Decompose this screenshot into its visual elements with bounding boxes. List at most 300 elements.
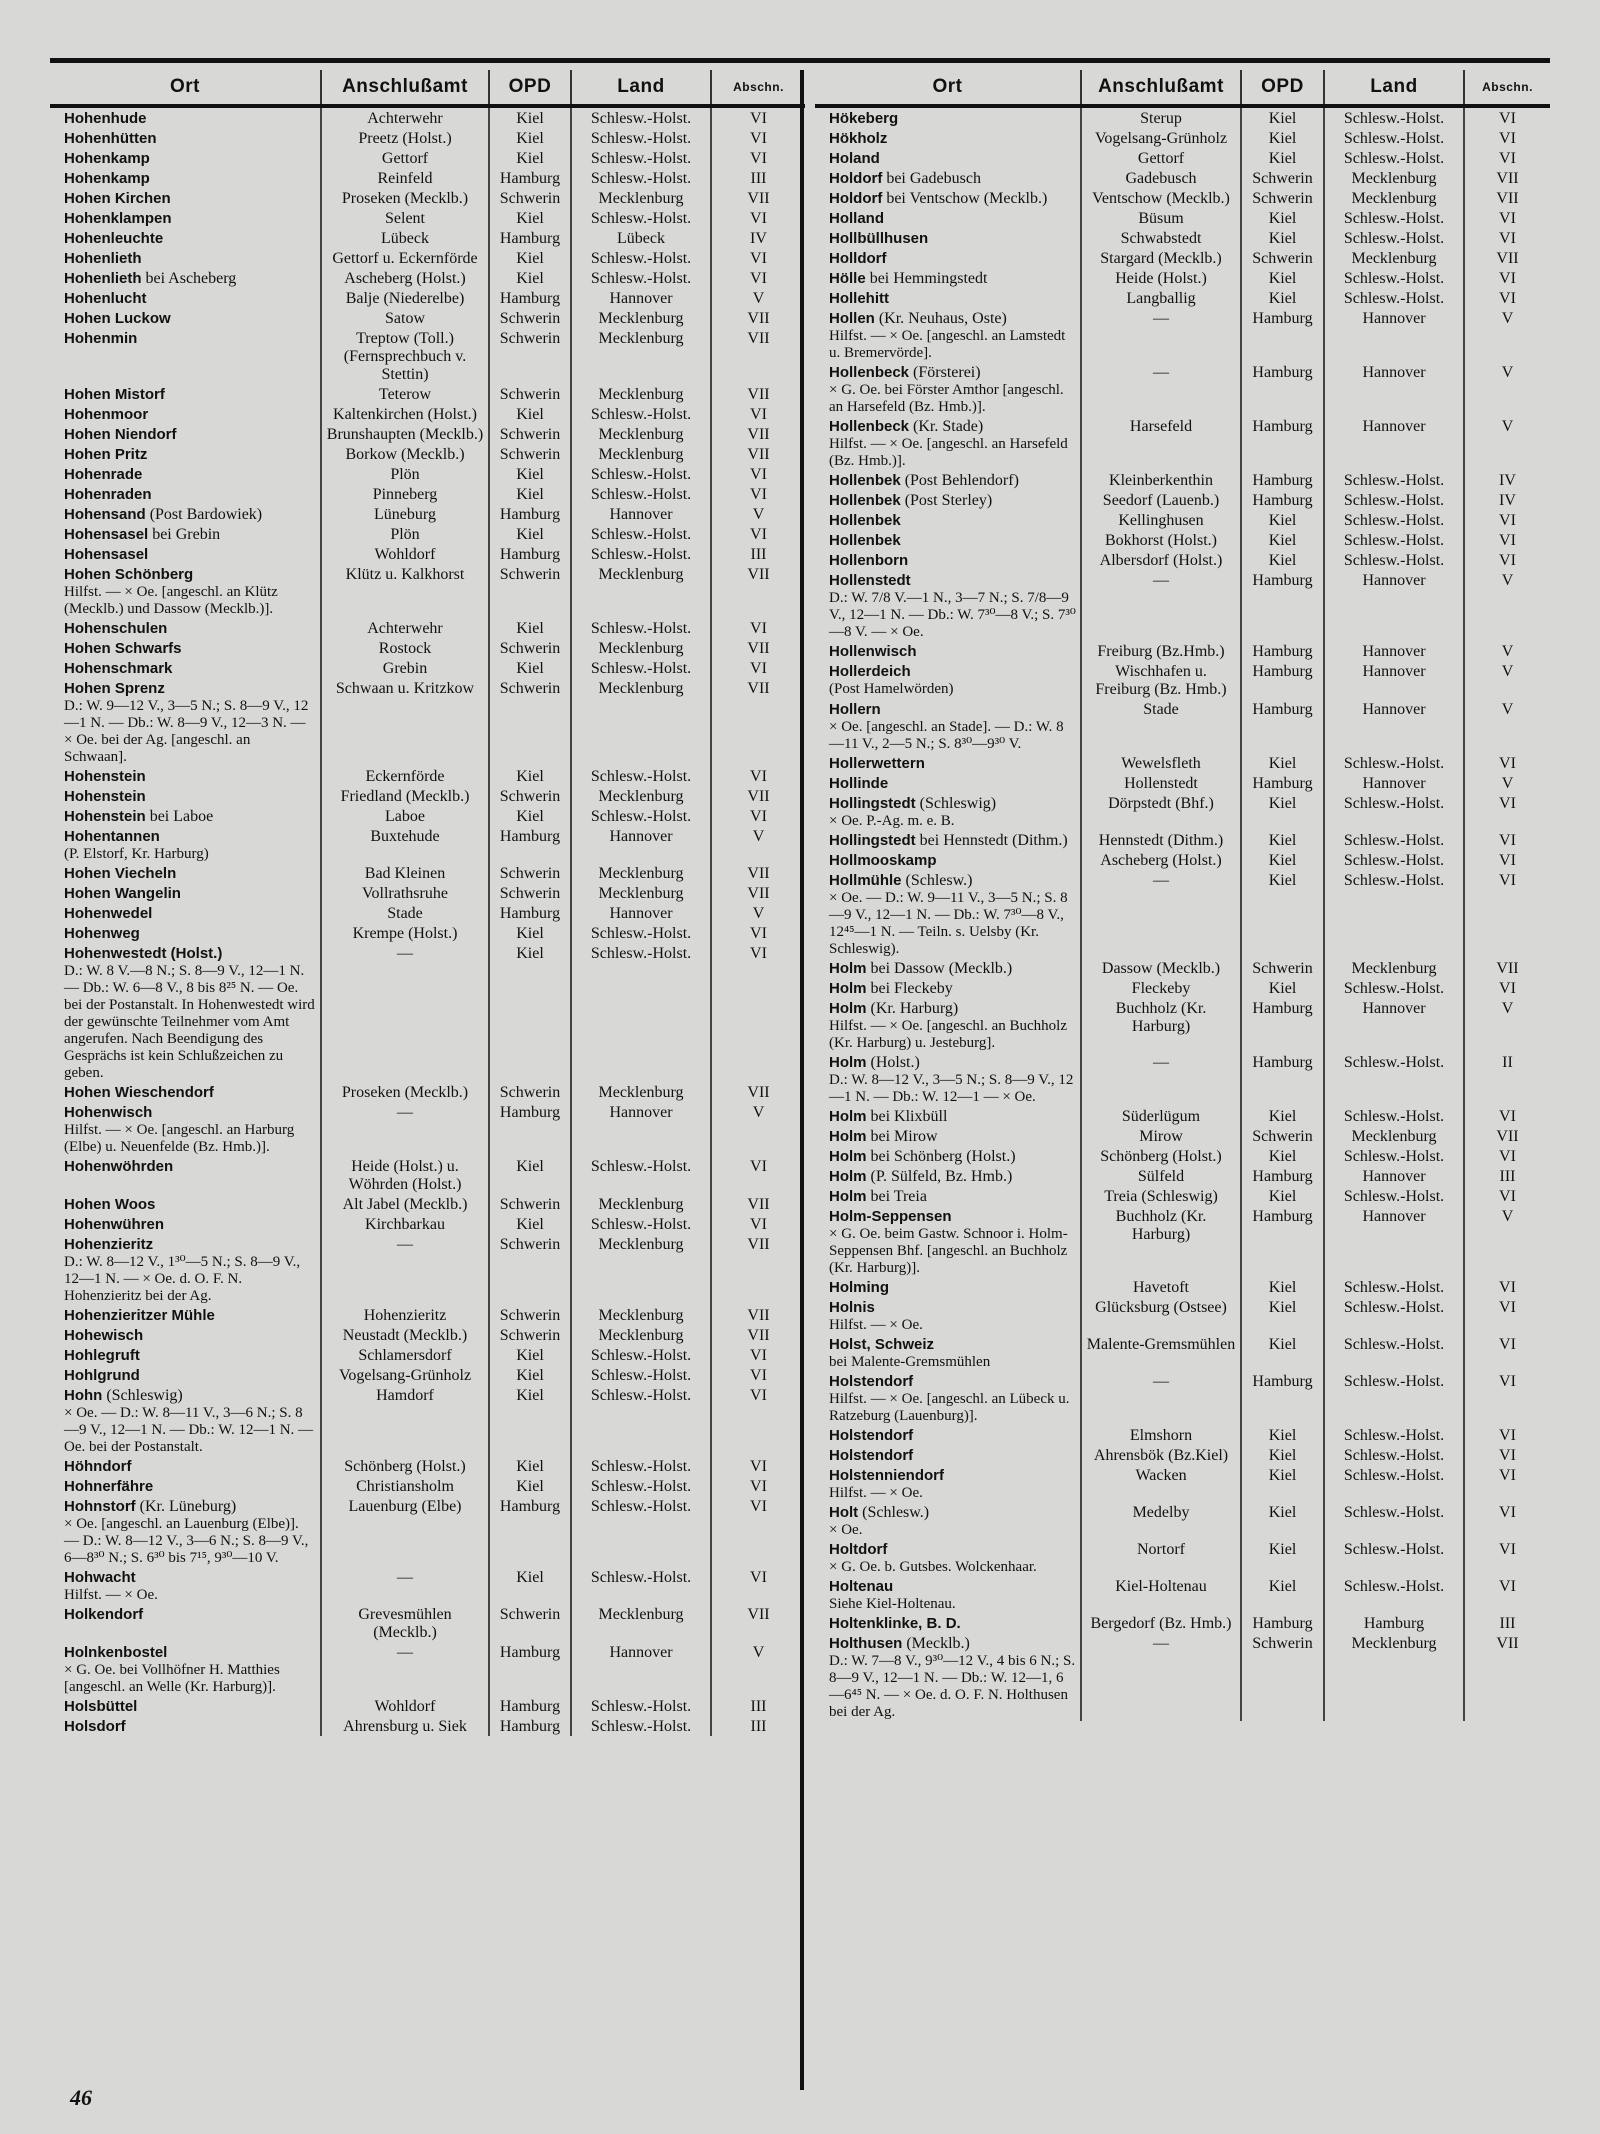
section-cell: VII — [747, 1307, 770, 1324]
opd-cell: Schwerin — [489, 1604, 571, 1642]
exchange-cell: — — [1081, 1633, 1241, 1721]
exchange-cell: Harsefeld — [1081, 416, 1241, 470]
opd-cell: Kiel — [489, 128, 571, 148]
place-suffix: (P. Sülfeld, Bz. Hmb.) — [866, 1168, 1013, 1185]
land-cell: Mecklenburg — [1324, 188, 1464, 208]
land-cell: Schlesw.-Holst. — [571, 128, 711, 148]
place-name: Hökholz — [829, 130, 888, 147]
table-row — [50, 1642, 805, 1696]
place-suffix: (Schlesw.) — [858, 1504, 930, 1521]
place-cell — [50, 1456, 321, 1476]
land-cell: Hannover — [571, 1102, 711, 1156]
place-name: Holdorf — [829, 170, 883, 187]
opd-cell: Schwerin — [489, 863, 571, 883]
exchange-cell: Dassow (Mecklb.) — [1081, 958, 1241, 978]
opd-cell: Kiel — [489, 943, 571, 1082]
place-name: Hohenzieritzer Mühle — [64, 1307, 215, 1324]
place-name: Hohenhütten — [64, 130, 157, 147]
header-abschn: Abschn. — [711, 70, 805, 106]
section-cell: VI — [1499, 795, 1516, 812]
section-cell: VI — [1499, 1336, 1516, 1353]
opd-cell: Kiel — [1241, 106, 1324, 128]
place-suffix: bei Fleckeby — [866, 980, 953, 997]
place-cell — [815, 1126, 1081, 1146]
place-cell — [50, 1385, 321, 1456]
header-land: Land — [1324, 70, 1464, 106]
place-cell — [815, 308, 1081, 362]
section-cell: VII — [747, 426, 770, 443]
land-cell: Hannover — [571, 288, 711, 308]
table-row — [815, 550, 1550, 570]
place-suffix: (Kr. Harburg) — [866, 1000, 959, 1017]
place-name: Hollingstedt — [829, 832, 916, 849]
place-name: Hollenbek — [829, 492, 901, 509]
section-cell: VI — [1499, 552, 1516, 569]
section-cell: VI — [750, 270, 767, 287]
opd-cell: Schwerin — [489, 188, 571, 208]
table-row — [815, 362, 1550, 416]
land-cell: Schlesw.-Holst. — [571, 806, 711, 826]
place-name: Hohen Schönberg — [64, 566, 194, 583]
land-cell: Schlesw.-Holst. — [571, 1567, 711, 1604]
land-cell: Schlesw.-Holst. — [571, 1345, 711, 1365]
section-cell: VI — [1499, 832, 1516, 849]
opd-cell: Hamburg — [1241, 1206, 1324, 1277]
exchange-cell: Lüneburg — [321, 504, 489, 524]
opd-cell: Hamburg — [1241, 661, 1324, 699]
land-cell: Mecklenburg — [571, 883, 711, 903]
place-suffix: (Kr. Lüneburg) — [135, 1498, 237, 1515]
exchange-cell: — — [1081, 362, 1241, 416]
land-cell: Schlesw.-Holst. — [571, 1365, 711, 1385]
place-cell — [50, 658, 321, 678]
exchange-cell: Gadebusch — [1081, 168, 1241, 188]
place-cell — [50, 1194, 321, 1214]
section-cell: VII — [1496, 1128, 1519, 1145]
place-cell — [815, 1445, 1081, 1465]
exchange-cell: Treia (Schleswig) — [1081, 1186, 1241, 1206]
opd-cell: Hamburg — [489, 288, 571, 308]
place-cell — [815, 148, 1081, 168]
place-note: D.: W. 8—12 V., 3—5 N.; S. 8—9 V., 12—1 N. — Db.: W. 12—1 — × Oe. — [829, 1072, 1074, 1105]
table-row — [815, 1206, 1550, 1277]
header-anschlussamt: Anschlußamt — [1081, 70, 1241, 106]
opd-cell: Schwerin — [489, 1082, 571, 1102]
place-cell — [815, 1052, 1081, 1106]
exchange-cell: Albersdorf (Holst.) — [1081, 550, 1241, 570]
exchange-cell: Borkow (Mecklb.) — [321, 444, 489, 464]
place-cell — [815, 1334, 1081, 1371]
place-note: × G. Oe. b. Gutsbes. Wolckenhaar. — [829, 1559, 1037, 1575]
land-cell: Hannover — [571, 826, 711, 863]
place-cell — [50, 308, 321, 328]
place-note: × Oe. P.-Ag. m. e. B. — [829, 813, 955, 829]
exchange-cell: Hamdorf — [321, 1385, 489, 1456]
place-cell — [50, 1102, 321, 1156]
exchange-cell: Balje (Niederelbe) — [321, 288, 489, 308]
place-cell — [815, 699, 1081, 753]
place-name: Hollmooskamp — [829, 852, 937, 869]
opd-cell: Kiel — [489, 923, 571, 943]
exchange-cell: Ahrensburg u. Siek — [321, 1716, 489, 1736]
land-cell: Schlesw.-Holst. — [1324, 490, 1464, 510]
place-note: Hilfst. — × Oe. [angeschl. an Lübeck u. Ratzeburg (Lauenburg)]. — [829, 1391, 1070, 1424]
place-name: Holst, Schweiz — [829, 1336, 935, 1353]
table-row — [815, 1445, 1550, 1465]
land-cell: Schlesw.-Holst. — [571, 484, 711, 504]
land-cell: Schlesw.-Holst. — [571, 1385, 711, 1456]
table-row — [50, 384, 805, 404]
table-row — [50, 464, 805, 484]
place-cell — [50, 806, 321, 826]
table-row — [50, 1194, 805, 1214]
section-cell: VII — [747, 1084, 770, 1101]
opd-cell: Hamburg — [1241, 641, 1324, 661]
opd-cell: Schwerin — [489, 678, 571, 766]
exchange-cell: Satow — [321, 308, 489, 328]
table-row — [815, 248, 1550, 268]
exchange-cell: Schönberg (Holst.) — [321, 1456, 489, 1476]
section-cell: VII — [1496, 170, 1519, 187]
section-cell: V — [1501, 775, 1514, 792]
place-cell — [50, 903, 321, 923]
table-row — [815, 570, 1550, 641]
place-cell — [50, 288, 321, 308]
place-cell — [50, 188, 321, 208]
land-cell: Schlesw.-Holst. — [1324, 550, 1464, 570]
place-suffix: bei Gadebusch — [882, 170, 981, 187]
table-row — [50, 943, 805, 1082]
table-row — [50, 168, 805, 188]
section-cell: III — [750, 1718, 767, 1735]
place-name: Hollerdeich — [829, 663, 911, 680]
land-cell: Schlesw.-Holst. — [571, 1456, 711, 1476]
place-note: bei Malente-Gremsmühlen — [829, 1354, 991, 1370]
table-row — [50, 1456, 805, 1476]
section-cell: VII — [747, 446, 770, 463]
table-row — [50, 404, 805, 424]
opd-cell: Hamburg — [1241, 699, 1324, 753]
place-name: Hollbüllhusen — [829, 230, 929, 247]
place-cell — [815, 830, 1081, 850]
section-cell: VI — [750, 406, 767, 423]
left-table-body — [50, 106, 805, 1736]
land-cell: Mecklenburg — [571, 1604, 711, 1642]
place-name: Hohenlucht — [64, 290, 147, 307]
table-row — [50, 1214, 805, 1234]
place-name: Hollenbek — [829, 472, 901, 489]
land-cell: Hannover — [1324, 773, 1464, 793]
table-row — [50, 1496, 805, 1567]
exchange-cell: Freiburg (Bz.Hmb.) — [1081, 641, 1241, 661]
land-cell: Schlesw.-Holst. — [1324, 510, 1464, 530]
place-name: Holsdorf — [64, 1718, 126, 1735]
opd-cell: Schwerin — [1241, 188, 1324, 208]
land-cell: Schlesw.-Holst. — [1324, 753, 1464, 773]
place-cell — [50, 1214, 321, 1234]
section-cell: VI — [1499, 1447, 1516, 1464]
section-cell: III — [750, 170, 767, 187]
header-land: Land — [571, 70, 711, 106]
land-cell: Schlesw.-Holst. — [571, 268, 711, 288]
place-name: Hökeberg — [829, 110, 899, 127]
section-cell: VI — [1499, 290, 1516, 307]
table-row — [50, 1102, 805, 1156]
opd-cell: Hamburg — [1241, 490, 1324, 510]
place-name: Hollerwettern — [829, 755, 925, 772]
place-name: Hollenbeck — [829, 364, 910, 381]
place-name: Hohenwühren — [64, 1216, 164, 1233]
place-name: Hohenlieth — [64, 250, 142, 267]
exchange-cell: Buchholz (Kr. Harburg) — [1081, 1206, 1241, 1277]
land-cell: Schlesw.-Holst. — [1324, 1576, 1464, 1613]
place-name: Hollern — [829, 701, 881, 718]
land-cell: Mecklenburg — [571, 1194, 711, 1214]
section-cell: V — [1501, 418, 1514, 435]
opd-cell: Kiel — [1241, 148, 1324, 168]
opd-cell: Schwerin — [1241, 958, 1324, 978]
land-cell: Schlesw.-Holst. — [571, 1696, 711, 1716]
land-cell: Schlesw.-Holst. — [571, 404, 711, 424]
section-cell: VI — [750, 808, 767, 825]
exchange-cell: Nortorf — [1081, 1539, 1241, 1576]
left-header-row — [50, 70, 805, 106]
table-row — [815, 490, 1550, 510]
opd-cell: Kiel — [489, 106, 571, 128]
exchange-cell: Fleckeby — [1081, 978, 1241, 998]
exchange-cell: Hohenzieritz — [321, 1305, 489, 1325]
opd-cell: Kiel — [489, 404, 571, 424]
land-cell: Mecklenburg — [571, 328, 711, 384]
opd-cell: Hamburg — [1241, 1166, 1324, 1186]
directory-page — [40, 50, 1550, 2100]
table-row — [50, 504, 805, 524]
exchange-cell: Ascheberg (Holst.) — [1081, 850, 1241, 870]
place-cell — [50, 168, 321, 188]
table-row — [815, 958, 1550, 978]
section-cell: VI — [750, 1158, 767, 1175]
place-cell — [50, 1642, 321, 1696]
exchange-cell: — — [1081, 1371, 1241, 1425]
table-row — [815, 1334, 1550, 1371]
opd-cell: Kiel — [1241, 268, 1324, 288]
place-cell — [815, 1371, 1081, 1425]
place-name: Hohenlieth — [64, 270, 142, 287]
land-cell: Schlesw.-Holst. — [571, 1476, 711, 1496]
place-name: Hohenwestedt (Holst.) — [64, 945, 223, 962]
table-row — [50, 1234, 805, 1305]
place-name: Holm — [829, 960, 867, 977]
land-cell: Mecklenburg — [571, 188, 711, 208]
table-row — [50, 903, 805, 923]
exchange-cell: Gettorf u. Eckernförde — [321, 248, 489, 268]
table-row — [815, 870, 1550, 958]
exchange-cell: Schwaan u. Kritzkow — [321, 678, 489, 766]
section-cell: VI — [750, 925, 767, 942]
place-name: Holtdorf — [829, 1541, 888, 1558]
exchange-cell: Schönberg (Holst.) — [1081, 1146, 1241, 1166]
section-cell: III — [1499, 1615, 1516, 1632]
table-row — [50, 1696, 805, 1716]
exchange-cell: Lübeck — [321, 228, 489, 248]
place-cell — [50, 1325, 321, 1345]
place-cell — [815, 1576, 1081, 1613]
opd-cell: Hamburg — [1241, 362, 1324, 416]
place-cell — [815, 416, 1081, 470]
section-cell: VI — [750, 1569, 767, 1586]
land-cell: Schlesw.-Holst. — [1324, 208, 1464, 228]
opd-cell: Kiel — [1241, 1465, 1324, 1502]
exchange-cell: — — [321, 1234, 489, 1305]
land-cell: Schlesw.-Holst. — [571, 618, 711, 638]
place-name: Holdorf — [829, 190, 883, 207]
exchange-cell: Gettorf — [1081, 148, 1241, 168]
exchange-cell: — — [1081, 1052, 1241, 1106]
land-cell: Schlesw.-Holst. — [1324, 870, 1464, 958]
table-row — [50, 484, 805, 504]
exchange-cell: Grevesmühlen (Mecklb.) — [321, 1604, 489, 1642]
place-cell — [50, 106, 321, 128]
opd-cell: Kiel — [1241, 208, 1324, 228]
land-cell: Hannover — [1324, 570, 1464, 641]
place-name: Hölle — [829, 270, 866, 287]
opd-cell: Hamburg — [489, 504, 571, 524]
section-cell: VI — [1499, 852, 1516, 869]
land-cell: Schlesw.-Holst. — [1324, 1371, 1464, 1425]
opd-cell: Kiel — [1241, 1539, 1324, 1576]
exchange-cell: Krempe (Holst.) — [321, 923, 489, 943]
table-row — [50, 658, 805, 678]
land-cell: Schlesw.-Holst. — [1324, 1277, 1464, 1297]
exchange-cell: Pinneberg — [321, 484, 489, 504]
place-name: Hohen Wangelin — [64, 885, 181, 902]
section-cell: VI — [1499, 210, 1516, 227]
exchange-cell: Teterow — [321, 384, 489, 404]
place-suffix: bei Hennstedt (Dithm.) — [915, 832, 1068, 849]
land-cell: Schlesw.-Holst. — [571, 544, 711, 564]
section-cell: VI — [1499, 980, 1516, 997]
land-cell: Hannover — [1324, 416, 1464, 470]
land-cell: Schlesw.-Holst. — [1324, 1445, 1464, 1465]
place-name: Hohlegruft — [64, 1347, 140, 1364]
table-row — [815, 128, 1550, 148]
opd-cell: Hamburg — [489, 1716, 571, 1736]
opd-cell: Kiel — [489, 208, 571, 228]
section-cell: IV — [1499, 492, 1516, 509]
place-cell — [50, 384, 321, 404]
section-cell: V — [1501, 663, 1514, 680]
land-cell: Schlesw.-Holst. — [1324, 228, 1464, 248]
land-cell: Schlesw.-Holst. — [571, 148, 711, 168]
land-cell: Schlesw.-Holst. — [571, 524, 711, 544]
exchange-cell: Reinfeld — [321, 168, 489, 188]
place-cell — [815, 550, 1081, 570]
place-cell — [50, 1604, 321, 1642]
place-name: Hohenwisch — [64, 1104, 153, 1121]
opd-cell: Schwerin — [489, 1325, 571, 1345]
opd-cell: Hamburg — [1241, 773, 1324, 793]
place-cell — [50, 1234, 321, 1305]
place-name: Holt — [829, 1504, 859, 1521]
place-cell — [815, 208, 1081, 228]
place-cell — [815, 850, 1081, 870]
place-name: Hohwacht — [64, 1569, 136, 1586]
opd-cell: Kiel — [1241, 530, 1324, 550]
land-cell: Hamburg — [1324, 1613, 1464, 1633]
exchange-cell: Proseken (Mecklb.) — [321, 188, 489, 208]
exchange-cell: Lauenburg (Elbe) — [321, 1496, 489, 1567]
section-cell: VII — [747, 885, 770, 902]
exchange-cell: Wewelsfleth — [1081, 753, 1241, 773]
table-row — [815, 148, 1550, 168]
place-name: Holstendorf — [829, 1373, 914, 1390]
land-cell: Schlesw.-Holst. — [1324, 1106, 1464, 1126]
land-cell: Schlesw.-Holst. — [571, 106, 711, 128]
land-cell: Schlesw.-Holst. — [571, 1214, 711, 1234]
table-row — [815, 530, 1550, 550]
place-cell — [815, 998, 1081, 1052]
place-cell — [50, 618, 321, 638]
exchange-cell: Havetoft — [1081, 1277, 1241, 1297]
land-cell: Hannover — [1324, 1206, 1464, 1277]
exchange-cell: Hollenstedt — [1081, 773, 1241, 793]
section-cell: V — [752, 1104, 765, 1121]
section-cell: VI — [750, 1347, 767, 1364]
exchange-cell: Malente-Gremsmühlen — [1081, 1334, 1241, 1371]
place-name: Hohenschulen — [64, 620, 168, 637]
place-name: Hollenborn — [829, 552, 909, 569]
land-cell: Hannover — [571, 1642, 711, 1696]
land-cell: Lübeck — [571, 228, 711, 248]
table-row — [50, 1305, 805, 1325]
exchange-cell: — — [1081, 570, 1241, 641]
table-row — [815, 1186, 1550, 1206]
section-cell: VII — [1496, 960, 1519, 977]
table-row — [815, 470, 1550, 490]
exchange-cell: Treptow (Toll.) (Fernsprechbuch v. Stettin) — [321, 328, 489, 384]
place-cell — [815, 793, 1081, 830]
exchange-cell: Rostock — [321, 638, 489, 658]
left-column — [50, 70, 805, 1736]
table-row — [815, 661, 1550, 699]
section-cell: V — [1501, 1000, 1514, 1017]
land-cell: Schlesw.-Holst. — [1324, 128, 1464, 148]
place-cell — [50, 208, 321, 228]
land-cell: Mecklenburg — [1324, 168, 1464, 188]
place-cell — [50, 444, 321, 464]
section-cell: VI — [1499, 270, 1516, 287]
section-cell: VII — [747, 680, 770, 697]
place-name: Holland — [829, 210, 884, 227]
exchange-cell: Dörpstedt (Bhf.) — [1081, 793, 1241, 830]
opd-cell: Schwerin — [489, 1234, 571, 1305]
exchange-cell: Elmshorn — [1081, 1425, 1241, 1445]
table-row — [50, 128, 805, 148]
place-note: Hilfst. — × Oe. — [829, 1317, 923, 1333]
place-name: Hohenschmark — [64, 660, 173, 677]
section-cell: VII — [747, 1196, 770, 1213]
place-note: D.: W. 7—8 V., 9³⁰—12 V., 4 bis 6 N.; S. 8—9 V., 12—1 N. — Db.: W. 12—1, 6—6⁴⁵ N. — × Oe. d. O. F. N. Holthusen bei der Ag. — [829, 1653, 1076, 1720]
section-cell: III — [1499, 1168, 1516, 1185]
opd-cell: Kiel — [489, 806, 571, 826]
exchange-cell: Wacken — [1081, 1465, 1241, 1502]
place-name: Holthusen — [829, 1635, 903, 1652]
opd-cell: Kiel — [1241, 850, 1324, 870]
table-row — [815, 1371, 1550, 1425]
table-row — [815, 1106, 1550, 1126]
place-note: Hilfst. — × Oe. [angeschl. an Buchholz (Kr. Harburg) u. Jesteburg]. — [829, 1018, 1067, 1051]
place-suffix: bei Hemmingstedt — [865, 270, 988, 287]
